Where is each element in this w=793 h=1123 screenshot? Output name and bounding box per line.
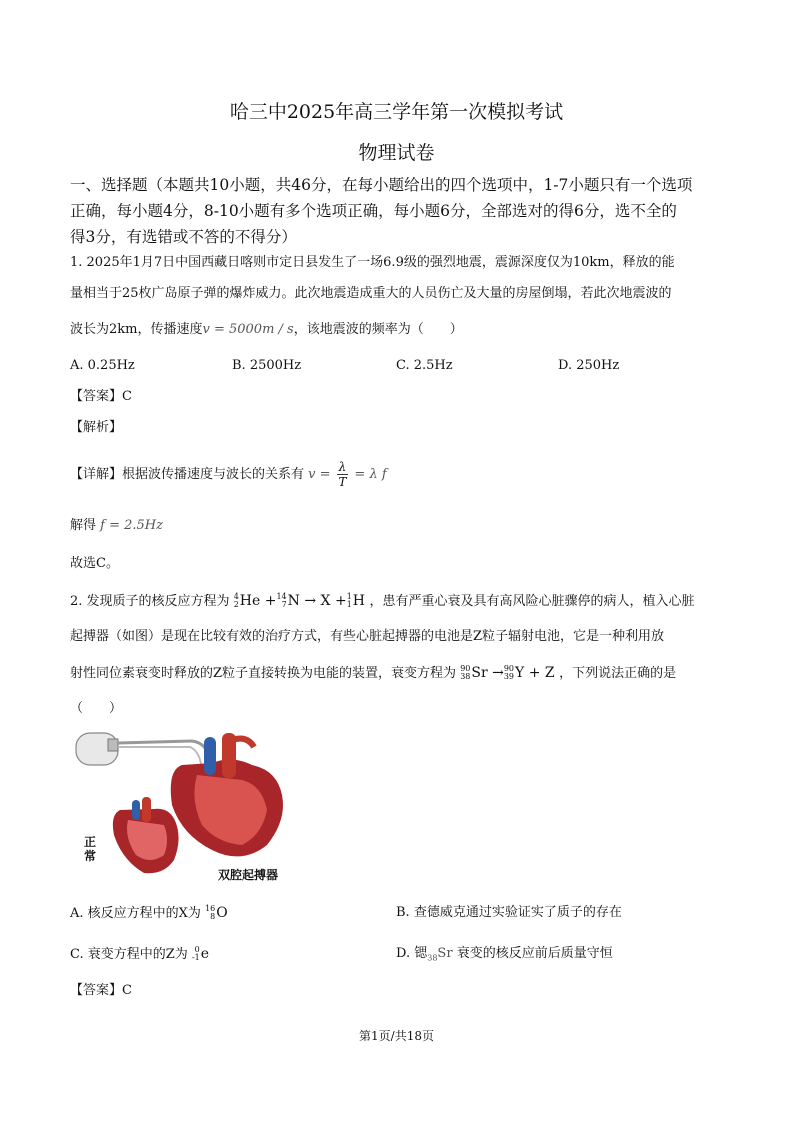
q2-answer: 【答案】C bbox=[70, 983, 132, 998]
q2-line-4: （ ） bbox=[70, 701, 123, 716]
q1-solve-formula: f = 2.5Hz bbox=[100, 518, 163, 533]
q1-line-3 bbox=[70, 321, 730, 339]
figure-label-main: 双腔起搏器 bbox=[218, 868, 279, 882]
oxygen-nuclide: 16 8 O bbox=[205, 904, 228, 921]
q1-detail-fraction bbox=[337, 460, 349, 489]
q2-line-3-suffix: ，下列说法正确的是 bbox=[559, 666, 677, 681]
fraction-numerator: λ bbox=[338, 460, 347, 474]
q1-analysis: 【解析】 bbox=[70, 420, 123, 435]
q2-option-d-suffix: 衰变的核反应前后质量守恒 bbox=[456, 946, 613, 961]
q1-line-1: 1. 2025年1月7日中国西藏日喀则市定日县发生了一场6.9级的强烈地震，震源深度仅为10km，释放的能 bbox=[70, 255, 675, 270]
nuclear-equation-2: 90 38 Sr → 90 39 Y + Z bbox=[460, 664, 560, 681]
q2-line-1-prefix: 2. 发现质子的核反应方程为 bbox=[70, 594, 230, 609]
fraction-denominator: T bbox=[338, 475, 347, 489]
exam-title: 哈三中2025年高三学年第一次模拟考试 bbox=[229, 101, 564, 123]
section-line-3: 得3分，有选错或不答的不得分） bbox=[70, 228, 297, 246]
section-instructions bbox=[70, 172, 730, 250]
q2-option-c-prefix: C. 衰变方程中的Z为 bbox=[70, 947, 188, 962]
q1-line-3b: ，该地震波的频率为（ ） bbox=[293, 322, 463, 337]
q1-line-2: 量相当于25枚广岛原子弹的爆炸威力。此次地震造成重大的人员伤亡及大量的房屋倒塌，若此次地震波的 bbox=[70, 286, 672, 301]
q1-option-a: A. 0.25Hz bbox=[70, 358, 135, 373]
section-line-1: 一、选择题（本题共10小题，共46分，在每小题给出的四个选项中，1-7小题只有一个选项 bbox=[70, 176, 693, 194]
q2-option-b: B. 查德威克通过实验证实了质子的存在 bbox=[396, 905, 622, 920]
q2-line-3 bbox=[70, 664, 730, 683]
exam-subtitle: 物理试卷 bbox=[358, 142, 435, 164]
q1-detail-prefix: 【详解】根据波传播速度与波长的关系有 bbox=[70, 467, 305, 482]
q2-line-2: 起搏器（如图）是现在比较有效的治疗方式，有些心脏起搏器的电池是Z粒子辐射电池，它是一种利用放 bbox=[70, 629, 665, 644]
q1-option-c: C. 2.5Hz bbox=[396, 358, 453, 373]
page-footer: 第1页/共18页 bbox=[359, 1029, 434, 1043]
q2-option-a-prefix: A. 核反应方程中的X为 bbox=[70, 906, 201, 921]
strontium-symbol: $_{38}$Sr bbox=[427, 946, 453, 963]
q1-answer: 【答案】C bbox=[70, 389, 132, 404]
nuclear-equation-1: 4 2 He + 14 7 N → X + 1 1 H bbox=[233, 592, 370, 609]
q2-option-d-prefix: D. 锶 bbox=[396, 946, 428, 961]
pacemaker-figure bbox=[72, 725, 292, 885]
q2-option-c bbox=[70, 945, 390, 964]
q1-velocity-formula: v = 5000m / s bbox=[202, 322, 294, 337]
heart-pacemaker-illustration bbox=[72, 725, 292, 885]
electron-symbol: 0 -1 e bbox=[191, 945, 210, 962]
q1-solve-prefix: 解得 bbox=[70, 518, 97, 533]
q2-option-a bbox=[70, 904, 390, 923]
figure-label-normal: 正常 bbox=[84, 835, 97, 863]
q2-option-d bbox=[396, 945, 726, 968]
section-line-2: 正确，每小题4分，8-10小题有多个选项正确，每小题6分，全部选对的得6分，选不全的 bbox=[70, 202, 677, 220]
q1-option-b: B. 2500Hz bbox=[232, 358, 302, 373]
q1-detail-v: v = bbox=[308, 467, 331, 482]
q2-line-1 bbox=[70, 592, 730, 611]
q2-line-3-prefix: 射性同位素衰变时释放的Z粒子直接转换为电能的装置，衰变方程为 bbox=[70, 666, 457, 681]
q1-line-3a: 波长为2km，传播速度 bbox=[70, 322, 203, 337]
q1-solve bbox=[70, 517, 730, 535]
q1-detail-rest: = λ f bbox=[354, 467, 387, 482]
q1-choose: 故选C。 bbox=[70, 556, 119, 571]
q1-option-d: D. 250Hz bbox=[558, 358, 620, 373]
q1-detail bbox=[70, 460, 730, 489]
q2-line-1-suffix: ，患有严重心衰及具有高风险心脏骤停的病人，植入心脏 bbox=[369, 594, 695, 609]
